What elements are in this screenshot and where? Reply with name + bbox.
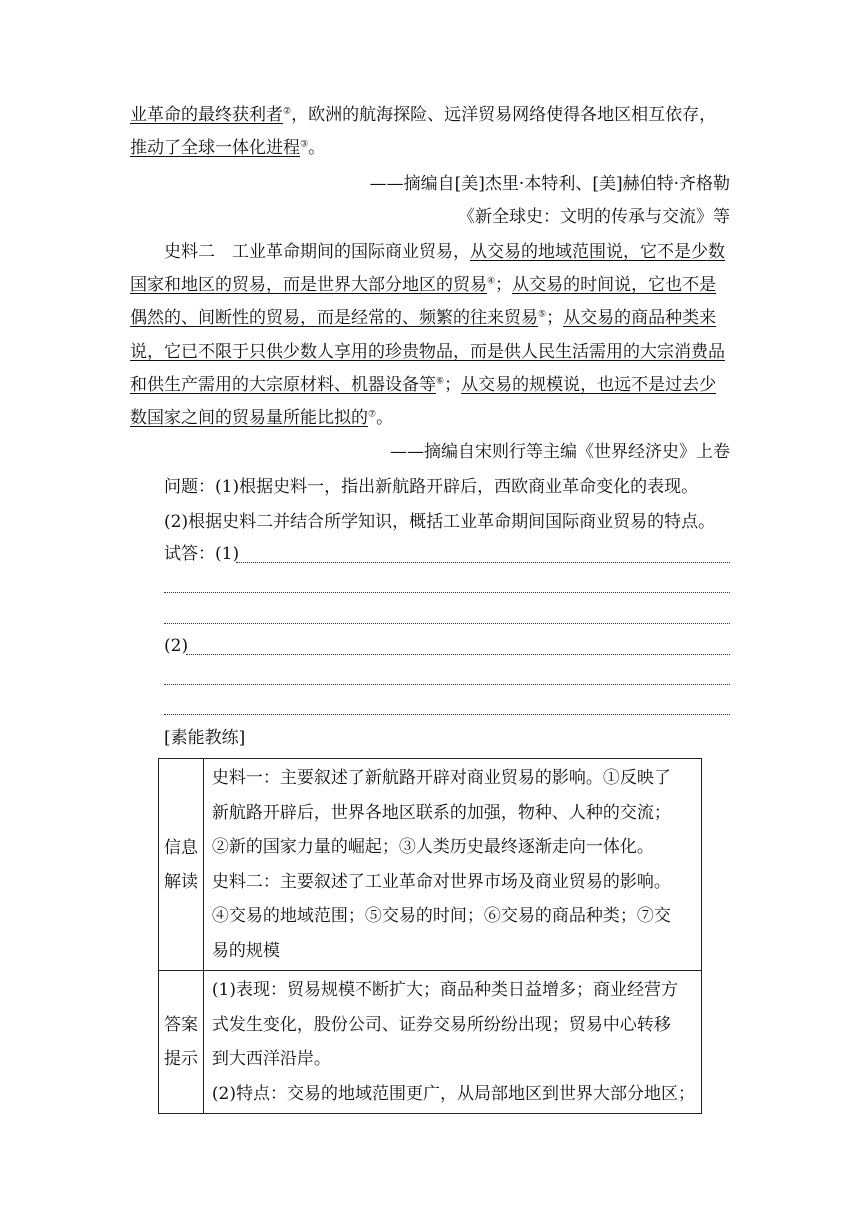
answer-line-1c[interactable] [164, 623, 730, 624]
underlined-text: 从交易的地域范围说，它不是少数 [470, 242, 725, 262]
material-two-line-4 [130, 340, 730, 364]
underlined-text: 推动了全球一体化进程 [130, 138, 300, 158]
info-line: 史料二：主要叙述了工业革命对世界市场及商业贸易的影响。 [211, 871, 671, 892]
text: ，欧洲的航海探险、远洋贸易网络使得各地区相互依存， [291, 105, 717, 125]
text: 。 [376, 408, 394, 428]
info-line: ④交易的地域范围；⑤交易的时间；⑥交易的商品种类；⑦交 [211, 906, 671, 926]
info-head-2: 解读 [163, 871, 198, 892]
text: ； [444, 375, 462, 395]
material-two-line-5 [130, 373, 730, 397]
info-line: 史料一：主要叙述了新航路开辟对商业贸易的影响。①反映了 [211, 768, 671, 788]
text: ； [495, 275, 513, 295]
question-2: (2)根据史料二并结合所学知识，概括工业革命期间国际商业贸易的特点。 [164, 512, 716, 532]
source-two: ——摘编自宋则行等主编《世界经济史》上卷 [390, 442, 730, 462]
info-head-cell [159, 759, 204, 971]
answer-body-cell [203, 971, 701, 1114]
info-line: 易的规模 [211, 940, 280, 961]
footnote-mark: ③ [300, 139, 309, 150]
underlined-text: 国家和地区的贸易，而是世界大部分地区的贸易 [130, 275, 487, 295]
answer-line-2a[interactable] [186, 654, 730, 655]
table-row-info [159, 759, 702, 971]
analysis-table [158, 758, 702, 1114]
answer-label-1: 试答：(1) [164, 544, 240, 564]
underlined-text: 从交易的时间说，它也不是 [512, 275, 717, 295]
footnote-mark: ⑤ [538, 309, 547, 320]
material-two-label: 史料二 [164, 242, 215, 262]
info-line: ②新的国家力量的崛起；③人类历史最终逐渐走向一体化。 [211, 837, 654, 857]
info-head-1: 信息 [163, 837, 198, 858]
answer-line: 式发生变化，股份公司、证券交易所纷纷出现；贸易中心转移 [211, 1014, 671, 1035]
underlined-text: 和供生产需用的大宗原材料、机器设备等 [130, 375, 436, 395]
text: ； [546, 308, 564, 328]
underlined-text: 从交易的商品种类来 [563, 308, 717, 328]
underlined-text: 数国家之间的贸易量所能比拟的 [130, 408, 368, 428]
footnote-mark: ⑦ [368, 409, 377, 420]
answer-line-2b[interactable] [164, 684, 730, 685]
material-two-line-6 [130, 406, 730, 430]
answer-head-1: 答案 [163, 1015, 198, 1035]
footnote-mark: ⑥ [436, 376, 445, 387]
material-one-line-2 [130, 136, 730, 160]
answer-line-1a[interactable] [236, 562, 730, 563]
material-two-line-2 [130, 273, 730, 297]
question-1: 问题：(1)根据史料一，指出新航路开辟后，西欧商业革命变化的表现。 [164, 477, 699, 497]
answer-head-cell [159, 971, 204, 1114]
underlined-text: 业革命的最终获利者 [130, 105, 283, 125]
table-row-answer [159, 971, 702, 1114]
text: 工业革命期间的国际商业贸易， [232, 242, 470, 262]
answer-line-1b[interactable] [164, 592, 730, 593]
material-one-line-1 [130, 103, 730, 127]
source-one-line-2: 《新全球史：文明的传承与交流》等 [458, 207, 730, 227]
underlined-text: 说，它已不限于只供少数人享用的珍贵物品，而是供人民生活需用的大宗消费品 [130, 342, 725, 362]
section-title: [素能教练] [164, 728, 246, 748]
footnote-mark: ② [283, 106, 292, 117]
answer-line: (2)特点：交易的地域范围更广，从局部地区到世界大部分地区； [211, 1083, 695, 1104]
underlined-text: 从交易的规模说，也远不是过去少 [461, 375, 717, 395]
answer-head-2: 提示 [163, 1049, 198, 1069]
underlined-text: 偶然的、间断性的贸易，而是经常的、频繁的往来贸易 [130, 308, 538, 328]
material-two-line-3 [130, 306, 730, 330]
answer-line: 到大西洋沿岸。 [211, 1049, 331, 1069]
material-two-line-1 [164, 240, 730, 264]
answer-line-2c[interactable] [164, 714, 730, 715]
source-one-line-1: ——摘编自[美]杰里·本特利、[美]赫伯特·齐格勒 [369, 174, 730, 194]
footnote-mark: ④ [487, 276, 496, 287]
info-line: 新航路开辟后，世界各地区联系的加强，物种、人种的交流； [211, 802, 671, 823]
text: 。 [308, 138, 326, 158]
info-body-cell [203, 759, 701, 971]
answer-line: (1)表现：贸易规模不断扩大；商品种类日益增多；商业经营方 [211, 980, 678, 1000]
answer-label-2: (2) [164, 636, 189, 656]
